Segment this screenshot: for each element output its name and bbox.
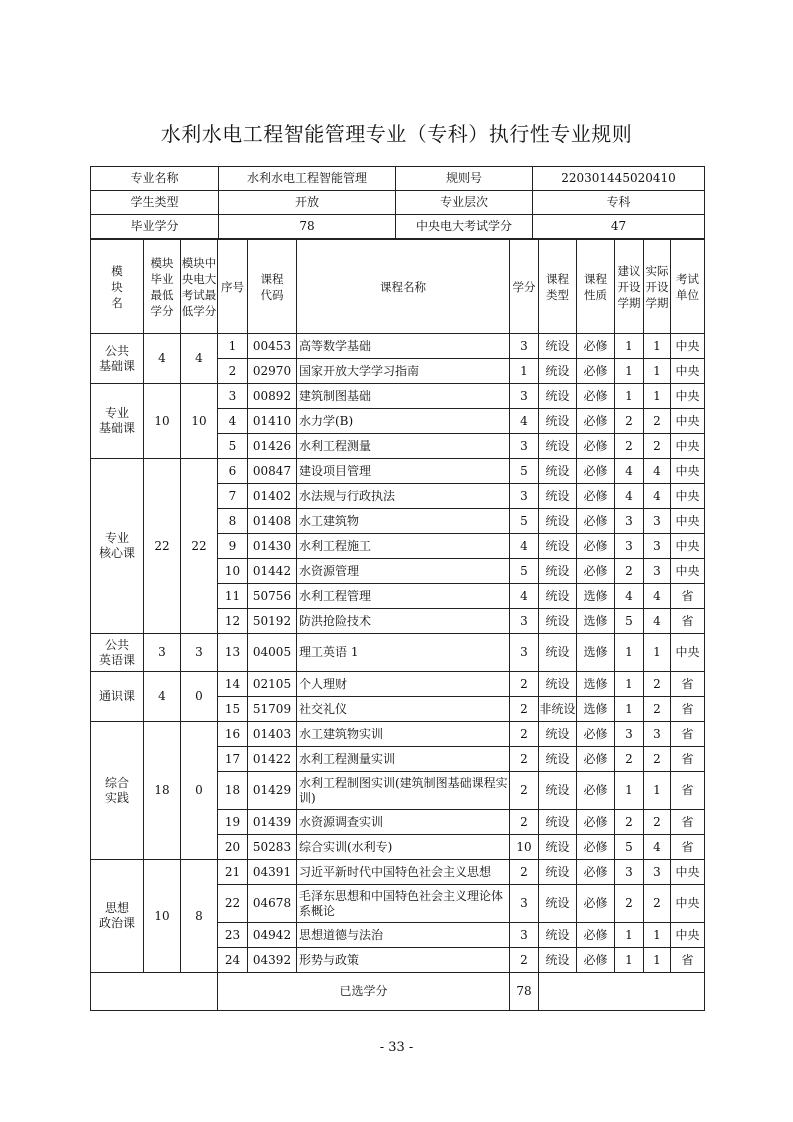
header-actual-term: 实际 开设 学期	[644, 240, 671, 334]
course-name: 水工建筑物实训	[297, 722, 510, 747]
actual-term: 2	[644, 697, 671, 722]
suggested-term: 1	[615, 772, 644, 810]
course-name: 综合实训(水利专)	[297, 835, 510, 860]
module-min-credit: 22	[144, 459, 181, 634]
course-name: 水利工程管理	[297, 584, 510, 609]
course-credit: 2	[510, 860, 539, 885]
course-seq: 16	[218, 722, 248, 747]
actual-term: 3	[644, 559, 671, 584]
course-name: 水利工程测量	[297, 434, 510, 459]
module-min-credit: 10	[144, 860, 181, 973]
course-name: 防洪抢险技术	[297, 609, 510, 634]
actual-term: 1	[644, 923, 671, 948]
course-nature: 必修	[577, 948, 615, 973]
suggested-term: 5	[615, 835, 644, 860]
suggested-term: 1	[615, 923, 644, 948]
course-nature: 选修	[577, 697, 615, 722]
info-row	[91, 167, 705, 191]
course-nature: 必修	[577, 384, 615, 409]
actual-term: 2	[644, 409, 671, 434]
footer-blank	[91, 973, 218, 1011]
header-code: 课程 代码	[248, 240, 297, 334]
suggested-term: 3	[615, 722, 644, 747]
table-row	[91, 334, 705, 359]
course-type: 统设	[539, 609, 577, 634]
actual-term: 4	[644, 484, 671, 509]
course-nature: 必修	[577, 885, 615, 923]
course-type: 统设	[539, 384, 577, 409]
suggested-term: 3	[615, 534, 644, 559]
course-type: 统设	[539, 672, 577, 697]
table-row	[91, 384, 705, 409]
exam-unit: 中央	[671, 885, 705, 923]
exam-unit: 中央	[671, 634, 705, 672]
course-code: 01410	[248, 409, 297, 434]
header-suggested-term: 建议 开设 学期	[615, 240, 644, 334]
course-type: 统设	[539, 885, 577, 923]
exam-unit: 省	[671, 948, 705, 973]
actual-term: 2	[644, 885, 671, 923]
suggested-term: 1	[615, 384, 644, 409]
course-type: 统设	[539, 948, 577, 973]
actual-term: 1	[644, 334, 671, 359]
course-seq: 23	[218, 923, 248, 948]
course-nature: 必修	[577, 509, 615, 534]
selected-credit-label: 已选学分	[218, 973, 510, 1011]
course-seq: 21	[218, 860, 248, 885]
footer-row	[91, 973, 705, 1011]
level-value: 专科	[533, 191, 705, 215]
course-nature: 必修	[577, 559, 615, 584]
grad-credit-label: 毕业学分	[91, 215, 219, 239]
exam-unit: 中央	[671, 923, 705, 948]
info-row	[91, 191, 705, 215]
module-central-credit: 3	[181, 634, 218, 672]
course-credit: 1	[510, 359, 539, 384]
course-seq: 9	[218, 534, 248, 559]
header-module: 模 块 名	[91, 240, 144, 334]
suggested-term: 4	[615, 484, 644, 509]
exam-unit: 中央	[671, 559, 705, 584]
actual-term: 2	[644, 672, 671, 697]
rule-no-label: 规则号	[396, 167, 533, 191]
exam-unit: 中央	[671, 860, 705, 885]
module-name: 思想 政治课	[91, 860, 144, 973]
course-credit: 5	[510, 459, 539, 484]
course-seq: 22	[218, 885, 248, 923]
module-min-credit: 4	[144, 334, 181, 384]
course-nature: 选修	[577, 672, 615, 697]
course-nature: 选修	[577, 584, 615, 609]
module-central-credit: 8	[181, 860, 218, 973]
course-code: 01426	[248, 434, 297, 459]
course-nature: 必修	[577, 772, 615, 810]
course-name: 习近平新时代中国特色社会主义思想	[297, 860, 510, 885]
course-credit: 2	[510, 697, 539, 722]
actual-term: 3	[644, 509, 671, 534]
course-seq: 2	[218, 359, 248, 384]
course-nature: 必修	[577, 722, 615, 747]
course-seq: 11	[218, 584, 248, 609]
page-number: - 33 -	[379, 1040, 414, 1055]
course-nature: 必修	[577, 860, 615, 885]
course-name: 水资源调查实训	[297, 810, 510, 835]
actual-term: 4	[644, 584, 671, 609]
course-code: 51709	[248, 697, 297, 722]
course-type: 非统设	[539, 697, 577, 722]
course-name: 高等数学基础	[297, 334, 510, 359]
course-type: 统设	[539, 359, 577, 384]
exam-unit: 中央	[671, 359, 705, 384]
exam-unit: 省	[671, 747, 705, 772]
course-type: 统设	[539, 484, 577, 509]
course-type: 统设	[539, 772, 577, 810]
course-name: 建设项目管理	[297, 459, 510, 484]
exam-unit: 中央	[671, 384, 705, 409]
course-nature: 必修	[577, 484, 615, 509]
course-type: 统设	[539, 409, 577, 434]
module-central-credit: 4	[181, 334, 218, 384]
course-code: 02105	[248, 672, 297, 697]
course-seq: 5	[218, 434, 248, 459]
course-seq: 4	[218, 409, 248, 434]
module-min-credit: 10	[144, 384, 181, 459]
course-nature: 必修	[577, 747, 615, 772]
course-seq: 12	[218, 609, 248, 634]
course-name: 水利工程制图实训(建筑制图基础课程实训)	[297, 772, 510, 810]
module-central-credit: 0	[181, 722, 218, 860]
header-course-name: 课程名称	[297, 240, 510, 334]
course-nature: 必修	[577, 359, 615, 384]
course-seq: 15	[218, 697, 248, 722]
table-row	[91, 459, 705, 484]
course-type: 统设	[539, 509, 577, 534]
exam-unit: 中央	[671, 409, 705, 434]
course-seq: 10	[218, 559, 248, 584]
course-seq: 17	[218, 747, 248, 772]
course-type: 统设	[539, 722, 577, 747]
exam-unit: 省	[671, 810, 705, 835]
course-seq: 18	[218, 772, 248, 810]
footer-blank	[539, 973, 705, 1011]
module-central-credit: 10	[181, 384, 218, 459]
actual-term: 1	[644, 359, 671, 384]
course-name: 水资源管理	[297, 559, 510, 584]
module-min-credit: 4	[144, 672, 181, 722]
course-type: 统设	[539, 634, 577, 672]
course-name: 水法规与行政执法	[297, 484, 510, 509]
course-code: 00847	[248, 459, 297, 484]
module-name: 专业 核心课	[91, 459, 144, 634]
course-seq: 6	[218, 459, 248, 484]
actual-term: 1	[644, 948, 671, 973]
table-row	[91, 672, 705, 697]
course-nature: 必修	[577, 334, 615, 359]
suggested-term: 1	[615, 634, 644, 672]
exam-unit: 中央	[671, 534, 705, 559]
suggested-term: 4	[615, 459, 644, 484]
course-name: 国家开放大学学习指南	[297, 359, 510, 384]
module-min-credit: 18	[144, 722, 181, 860]
info-table	[90, 166, 705, 239]
course-credit: 3	[510, 334, 539, 359]
course-credit: 5	[510, 509, 539, 534]
module-name: 公共 基础课	[91, 334, 144, 384]
course-code: 00892	[248, 384, 297, 409]
exam-unit: 省	[671, 672, 705, 697]
major-label: 专业名称	[91, 167, 219, 191]
actual-term: 2	[644, 434, 671, 459]
major-value: 水利水电工程智能管理	[219, 167, 396, 191]
course-nature: 选修	[577, 609, 615, 634]
course-nature: 必修	[577, 534, 615, 559]
module-name: 综合 实践	[91, 722, 144, 860]
suggested-term: 1	[615, 948, 644, 973]
course-seq: 3	[218, 384, 248, 409]
course-nature: 必修	[577, 810, 615, 835]
info-row	[91, 215, 705, 239]
suggested-term: 1	[615, 359, 644, 384]
exam-unit: 中央	[671, 459, 705, 484]
course-credit: 5	[510, 559, 539, 584]
course-seq: 24	[218, 948, 248, 973]
header-credit: 学分	[510, 240, 539, 334]
course-credit: 3	[510, 484, 539, 509]
course-name: 个人理财	[297, 672, 510, 697]
module-name: 专业 基础课	[91, 384, 144, 459]
exam-unit: 省	[671, 835, 705, 860]
course-credit: 3	[510, 634, 539, 672]
course-code: 01430	[248, 534, 297, 559]
actual-term: 2	[644, 810, 671, 835]
exam-unit: 省	[671, 722, 705, 747]
exam-unit: 中央	[671, 334, 705, 359]
suggested-term: 2	[615, 409, 644, 434]
suggested-term: 1	[615, 334, 644, 359]
course-credit: 3	[510, 923, 539, 948]
module-central-credit: 0	[181, 672, 218, 722]
course-credit: 4	[510, 409, 539, 434]
course-name: 思想道德与法治	[297, 923, 510, 948]
course-credit: 2	[510, 747, 539, 772]
actual-term: 1	[644, 384, 671, 409]
actual-term: 2	[644, 747, 671, 772]
course-credit: 3	[510, 609, 539, 634]
student-type-label: 学生类型	[91, 191, 219, 215]
course-name: 建筑制图基础	[297, 384, 510, 409]
course-code: 02970	[248, 359, 297, 384]
actual-term: 4	[644, 459, 671, 484]
course-credit: 2	[510, 722, 539, 747]
course-type: 统设	[539, 810, 577, 835]
course-type: 统设	[539, 459, 577, 484]
course-type: 统设	[539, 584, 577, 609]
course-type: 统设	[539, 860, 577, 885]
course-credit: 3	[510, 885, 539, 923]
suggested-term: 2	[615, 885, 644, 923]
module-name: 公共 英语课	[91, 634, 144, 672]
course-code: 50283	[248, 835, 297, 860]
exam-unit: 省	[671, 609, 705, 634]
course-credit: 10	[510, 835, 539, 860]
level-label: 专业层次	[396, 191, 533, 215]
exam-unit: 省	[671, 772, 705, 810]
exam-unit: 中央	[671, 434, 705, 459]
actual-term: 4	[644, 835, 671, 860]
student-type-value: 开放	[219, 191, 396, 215]
course-seq: 8	[218, 509, 248, 534]
suggested-term: 1	[615, 697, 644, 722]
course-seq: 13	[218, 634, 248, 672]
course-code: 01442	[248, 559, 297, 584]
course-seq: 20	[218, 835, 248, 860]
course-credit: 2	[510, 772, 539, 810]
actual-term: 3	[644, 722, 671, 747]
module-central-credit: 22	[181, 459, 218, 634]
course-name: 社交礼仪	[297, 697, 510, 722]
course-type: 统设	[539, 534, 577, 559]
course-code: 01429	[248, 772, 297, 810]
course-credit: 2	[510, 810, 539, 835]
course-code: 04391	[248, 860, 297, 885]
course-code: 04392	[248, 948, 297, 973]
exam-unit: 中央	[671, 484, 705, 509]
header-module-central-min: 模块中 央电大 考试最 低学分	[181, 240, 218, 334]
course-code: 01403	[248, 722, 297, 747]
module-name: 通识课	[91, 672, 144, 722]
header-seq: 序号	[218, 240, 248, 334]
exam-unit: 省	[671, 697, 705, 722]
course-type: 统设	[539, 559, 577, 584]
table-row	[91, 634, 705, 672]
suggested-term: 3	[615, 509, 644, 534]
rule-no-value: 220301445020410	[533, 167, 705, 191]
course-code: 04678	[248, 885, 297, 923]
page-title: 水利水电工程智能管理专业（专科）执行性专业规则	[160, 122, 633, 146]
course-credit: 4	[510, 534, 539, 559]
suggested-term: 2	[615, 747, 644, 772]
course-nature: 选修	[577, 634, 615, 672]
actual-term: 1	[644, 772, 671, 810]
course-name: 水工建筑物	[297, 509, 510, 534]
course-table	[90, 239, 705, 1011]
course-name: 理工英语 1	[297, 634, 510, 672]
course-code: 50192	[248, 609, 297, 634]
course-nature: 必修	[577, 409, 615, 434]
course-code: 04005	[248, 634, 297, 672]
table-row	[91, 722, 705, 747]
grad-credit-value: 78	[219, 215, 396, 239]
module-min-credit: 3	[144, 634, 181, 672]
course-nature: 必修	[577, 459, 615, 484]
header-course-nature: 课程 性质	[577, 240, 615, 334]
course-type: 统设	[539, 923, 577, 948]
actual-term: 3	[644, 534, 671, 559]
course-code: 50756	[248, 584, 297, 609]
header-course-type: 课程 类型	[539, 240, 577, 334]
course-name: 水利工程施工	[297, 534, 510, 559]
suggested-term: 3	[615, 860, 644, 885]
suggested-term: 4	[615, 584, 644, 609]
course-code: 04942	[248, 923, 297, 948]
course-credit: 3	[510, 384, 539, 409]
course-name: 形势与政策	[297, 948, 510, 973]
suggested-term: 5	[615, 609, 644, 634]
header-module-min: 模块 毕业 最低 学分	[144, 240, 181, 334]
course-type: 统设	[539, 747, 577, 772]
suggested-term: 2	[615, 434, 644, 459]
course-code: 01422	[248, 747, 297, 772]
header-row	[91, 240, 705, 334]
actual-term: 3	[644, 860, 671, 885]
actual-term: 1	[644, 634, 671, 672]
actual-term: 4	[644, 609, 671, 634]
course-name: 水力学(B)	[297, 409, 510, 434]
course-code: 01408	[248, 509, 297, 534]
exam-unit: 省	[671, 584, 705, 609]
exam-unit: 中央	[671, 509, 705, 534]
course-seq: 1	[218, 334, 248, 359]
central-credit-label: 中央电大考试学分	[396, 215, 533, 239]
suggested-term: 2	[615, 810, 644, 835]
course-code: 01402	[248, 484, 297, 509]
header-exam-unit: 考试 单位	[671, 240, 705, 334]
course-name: 水利工程测量实训	[297, 747, 510, 772]
course-code: 00453	[248, 334, 297, 359]
course-nature: 必修	[577, 923, 615, 948]
selected-credit-value: 78	[510, 973, 539, 1011]
course-seq: 19	[218, 810, 248, 835]
course-seq: 14	[218, 672, 248, 697]
course-credit: 3	[510, 434, 539, 459]
course-type: 统设	[539, 334, 577, 359]
course-credit: 4	[510, 584, 539, 609]
course-nature: 必修	[577, 434, 615, 459]
table-row	[91, 860, 705, 885]
course-name: 毛泽东思想和中国特色社会主义理论体系概论	[297, 885, 510, 923]
course-code: 01439	[248, 810, 297, 835]
suggested-term: 2	[615, 559, 644, 584]
suggested-term: 1	[615, 672, 644, 697]
course-credit: 2	[510, 948, 539, 973]
course-type: 统设	[539, 835, 577, 860]
central-credit-value: 47	[533, 215, 705, 239]
course-seq: 7	[218, 484, 248, 509]
course-nature: 必修	[577, 835, 615, 860]
course-credit: 2	[510, 672, 539, 697]
course-type: 统设	[539, 434, 577, 459]
